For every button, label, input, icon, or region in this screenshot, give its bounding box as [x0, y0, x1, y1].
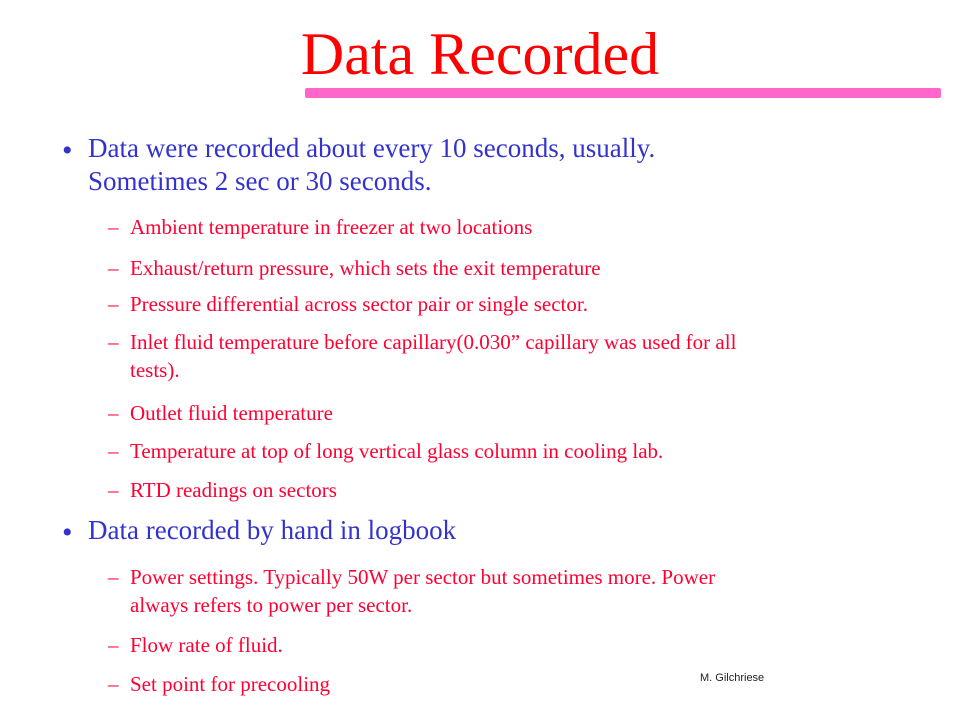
- sub-dash: –: [108, 633, 119, 657]
- sub-text: Set point for precooling: [130, 672, 331, 696]
- sub-text: Exhaust/return pressure, which sets the exit temperature: [130, 256, 601, 280]
- sub-text: Ambient temperature in freezer at two locations: [130, 215, 533, 239]
- sub-dash: –: [108, 478, 119, 502]
- footer-author: M. Gilchriese: [700, 672, 765, 684]
- bullet-1-symbol: •: [62, 134, 73, 167]
- sub-dash: –: [108, 256, 119, 280]
- sub-line-2: tests).: [130, 358, 180, 382]
- title-underline: [305, 88, 941, 98]
- sub-line-1: Inlet fluid temperature before capillary(0.030” capillary was used for all: [130, 330, 737, 354]
- bullet-1-line-2: Sometimes 2 sec or 30 seconds.: [88, 166, 432, 196]
- sub-text: Temperature at top of long vertical glass column in cooling lab.: [130, 439, 664, 463]
- sub-dash: –: [108, 401, 119, 425]
- sub-text: Outlet fluid temperature: [130, 401, 333, 425]
- slide-title: Data Recorded: [300, 21, 660, 87]
- bullet-2-text: [88, 514, 888, 547]
- sub-text: Pressure differential across sector pair or single sector.: [130, 292, 588, 316]
- sub-line-1: Power settings. Typically 50W per sector but sometimes more. Power: [130, 565, 716, 589]
- bullet-2-line-1: Data recorded by hand in logbook: [88, 515, 457, 545]
- bullet-1-text: [88, 132, 888, 198]
- sub-dash: –: [108, 439, 119, 463]
- sub-text: RTD readings on sectors: [130, 478, 337, 502]
- sub-dash: –: [108, 292, 119, 316]
- sub-dash: –: [108, 215, 119, 239]
- sub-dash: –: [108, 565, 119, 589]
- bullet-1-line-1: Data were recorded about every 10 seconds, usually.: [88, 133, 656, 163]
- sub-text: [130, 563, 920, 619]
- sub-line-2: always refers to power per sector.: [130, 593, 413, 617]
- sub-text: [130, 328, 920, 384]
- sub-dash: –: [108, 330, 119, 354]
- sub-dash: –: [108, 672, 119, 696]
- sub-text: Flow rate of fluid.: [130, 633, 283, 657]
- bullet-2-symbol: •: [62, 516, 73, 549]
